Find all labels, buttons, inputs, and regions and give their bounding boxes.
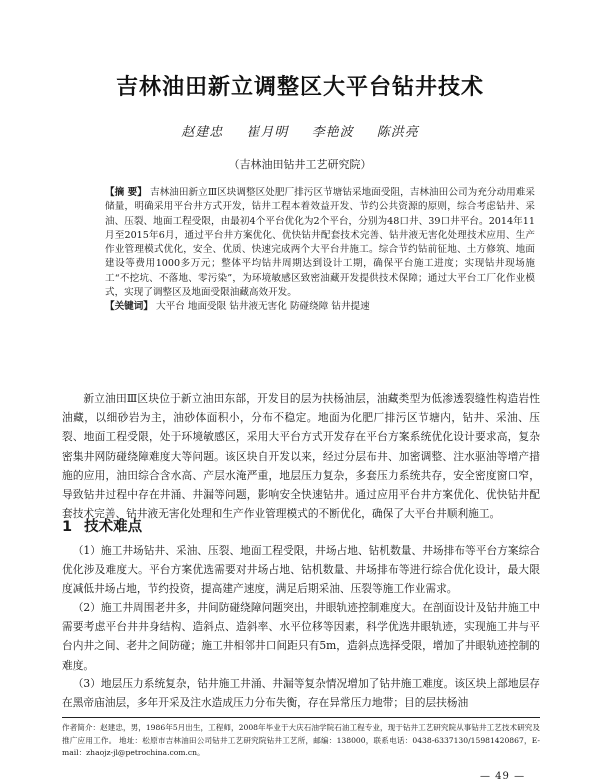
author-name: 陈洪亮 [376, 125, 419, 140]
abstract-text: 吉林油田新立Ⅲ区块调整区处肥厂排污区节塘钻采地面受阻，吉林油田公司为充分动用难采储量，明确采用平台井方式开发，钻井工程本着效益开发、节约公共资源的原则，综合考虑钻井、采油、压裂、地面工程受限，由最初4个平台优化为2个平台，分别为48口井、39口井平台。2014年11月至2015年6月，通过平台井方案优化、优快钻井配套技术完善、钻井液无害化处理技术应用、生产作业管理模式优化，安全、优质、快速完成两个大平台井施工。综合节约钻前征地、土方修筑、地面建设等费用1000多万元；整体平均钻井周期达到设计工期，确保平台施工进度；实现钻井现场施工“不挖坑、不落地、零污染”，为环境敏感区致密油藏开发提供技术保障；通过大平台工厂化作业模式，实现了调整区及地面受限油藏高效开发。 [105, 187, 535, 299]
keyword: 地面受限 [187, 301, 227, 313]
body-paragraph: （1）施工井场钻井、采油、压裂、地面工程受限，井场占地、钻机数量、井场排布等平台方案综合优化涉及难度大。平台方案优选需要对井场占地、钻机数量、井场排布等进行综合优化设计，最大限度减低井场占地，节约投资，提高建产速度，满足后期采油、压裂等施工作业需求。 [62, 544, 540, 596]
intro-paragraph: 新立油田Ⅲ区块位于新立油田东部，开发目的层为扶杨油层，油藏类型为低渗透裂缝性构造岩性油藏，以细砂岩为主，油砂体面积小，分布不稳定。地面为化肥厂排污区节塘内，钻井、采油、压裂、地面工程受限，处于环境敏感区，采用大平台方式开发存在平台方案系统优化设计要求高，复杂密集井网防碰绕障难度大等问题。该区块自开发以来，经过分层布井、加密调整、注水驱油等增产措施的应用，油田综合含水高、产层水淹严重，地层压力复杂，多套压力系统共存，安全密度窗口窄，导致钻井过程中存在井涌、井漏等问题，影响安全快速钻井。通过应用平台井方案优化、优快钻井配套技术完善、钻井液无害化处理和生产作业管理模式的不断优化，确保了大平台井顺利施工。 [62, 392, 540, 521]
keyword: 钻井液无害化 [229, 301, 287, 313]
keywords-line [105, 300, 535, 314]
author-name: 赵建忠 [181, 125, 224, 140]
author-list [0, 121, 600, 140]
author-name: 李艳波 [311, 125, 354, 140]
author-footnote: 作者简介：赵建忠，男，1986年5月出生，工程师，2008年毕业于大庆石油学院石油工程专业，现于钻井工艺研究院从事钻井工艺技术研究及推广应用工作。 地址：松原市吉林油田公司钻井工艺研究院钻井工艺所，邮编：138000，联系电话：0438-6337130/15981420867，E-mail：zhaojz-jl@petrochina.com.cn。 [62, 723, 540, 757]
section-number: 1 [62, 519, 73, 535]
keyword: 钻井提速 [331, 301, 370, 313]
abstract-label: 【摘 要】 [105, 187, 147, 198]
keywords-label: 【关键词】 [105, 301, 153, 313]
body-paragraph: （2）施工井周围老井多，井间防碰绕障问题突出，井眼轨迹控制难度大。在剖面设计及钻井施工中需要考虑平台井井身结构、造斜点、造斜率、水平位移等因素，科学优选井眼轨迹，实现施工井与平台内井之间、老井之间防碰；施工井相邻井口间距只有5m，造斜点选择受限，增加了井眼轨迹控制的难度。 [62, 601, 540, 672]
author-name: 崔月明 [246, 125, 289, 140]
footnote-divider [62, 717, 540, 718]
page-number: — 49 — [480, 771, 526, 782]
section-heading [62, 515, 142, 536]
keyword: 防碰绕障 [289, 301, 329, 313]
body-paragraph: （3）地层压力系统复杂，钻井施工井涌、井漏等复杂情况增加了钻井施工难度。该区块上部地层存在黑帝庙油层，多年开采及注水造成压力分布失衡，存在异常压力地带；目的层扶杨油 [62, 677, 540, 710]
abstract-paragraph [105, 186, 535, 300]
affiliation: （吉林油田钻井工艺研究院） [228, 158, 372, 171]
keyword: 大平台 [156, 301, 185, 313]
paper-title: 吉林油田新立调整区大平台钻井技术 [115, 75, 484, 100]
abstract-block [105, 186, 535, 315]
section-title: 技术难点 [84, 519, 143, 535]
